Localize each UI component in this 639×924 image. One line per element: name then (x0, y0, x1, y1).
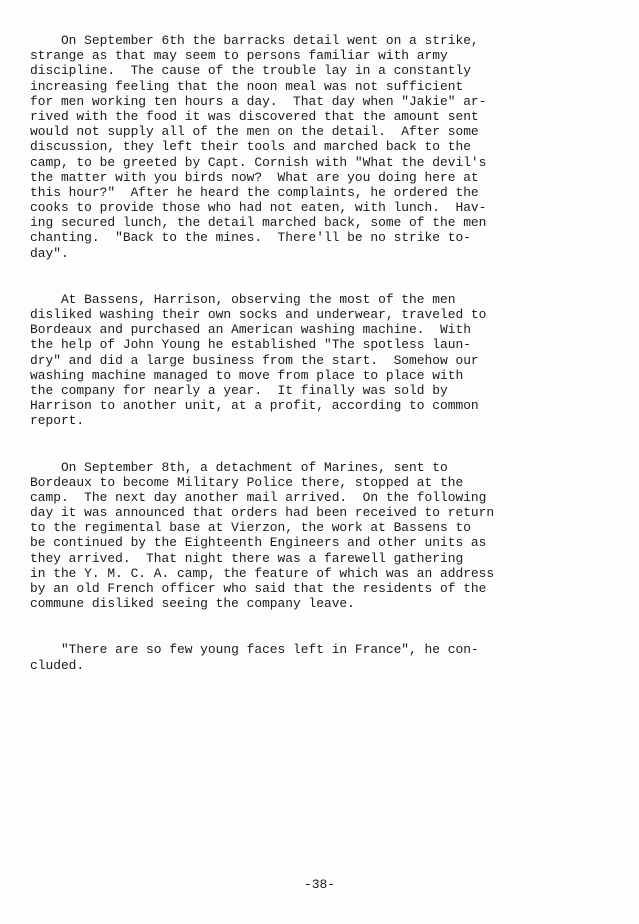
text-line: the matter with you birds now? What are you doing here at (30, 169, 479, 185)
text-line: dry" and did a large business from the start. Somehow our (30, 352, 479, 368)
text-line: cluded. (30, 657, 85, 673)
text-line: by an old French officer who said that the residents of the (30, 581, 487, 596)
text-line: At Bassens, Harrison, observing the most of the men (30, 291, 456, 307)
text-line: On September 8th, a detachment of Marines, sent to (30, 459, 448, 475)
body-text (30, 33, 608, 704)
text-line: commune disliked seeing the company leave. (30, 596, 355, 612)
text-line: for men working ten hours a day. That day when "Jakie" ar- (30, 93, 487, 109)
text-line: the help of John Young he established "The spotless laun- (30, 337, 471, 353)
text-line: camp, to be greeted by Capt. Cornish with "What the devil's (30, 154, 487, 170)
text-line: be continued by the Eighteenth Engineers and other units as (30, 535, 487, 551)
text-line: washing machine managed to move from place to place with (30, 367, 464, 383)
text-line: strange as that may seem to persons familiar with army (30, 48, 448, 64)
text-line: Bordeaux to become Military Police there, stopped at the (30, 474, 464, 490)
text-line: cooks to provide those who had not eaten, with lunch. Hav- (30, 200, 487, 216)
text-line: the company for nearly a year. It finally was sold by (30, 382, 448, 398)
text-line: camp. The next day another mail arrived. On the following (30, 489, 487, 505)
text-line: discipline. The cause of the trouble lay in a constantly (30, 63, 471, 79)
paragraph (30, 292, 608, 429)
text-line: On September 6th the barracks detail went on a strike, (30, 33, 479, 48)
paragraph (30, 33, 608, 261)
text-line: ing secured lunch, the detail marched back, some of the men (30, 215, 487, 231)
text-line: Harrison to another unit, at a profit, according to common (30, 398, 479, 414)
page-number: -38- (303, 877, 336, 892)
text-line: chanting. "Back to the mines. There'll be no strike to- (30, 230, 471, 246)
text-line: day". (30, 245, 69, 261)
text-line: to the regimental base at Vierzon, the work at Bassens to (30, 520, 471, 536)
text-line: increasing feeling that the noon meal was not sufficient (30, 78, 464, 94)
text-line: in the Y. M. C. A. camp, the feature of which was an address (30, 565, 495, 581)
text-line: rived with the food it was discovered that the amount sent (30, 108, 479, 124)
text-line: this hour?" After he heard the complaints, he ordered the (30, 184, 479, 200)
paragraph (30, 642, 608, 672)
paragraph (30, 460, 608, 612)
text-line: discussion, they left their tools and marched back to the (30, 139, 471, 155)
text-line: they arrived. That night there was a farewell gathering (30, 550, 464, 566)
text-line: Bordeaux and purchased an American washing machine. With (30, 322, 471, 338)
text-line: "There are so few young faces left in France", he con- (30, 642, 479, 658)
text-line: report. (30, 413, 85, 429)
text-line: would not supply all of the men on the detail. After some (30, 124, 479, 140)
text-line: disliked washing their own socks and underwear, traveled to (30, 307, 487, 322)
text-line: day it was announced that orders had been received to return (30, 505, 495, 521)
